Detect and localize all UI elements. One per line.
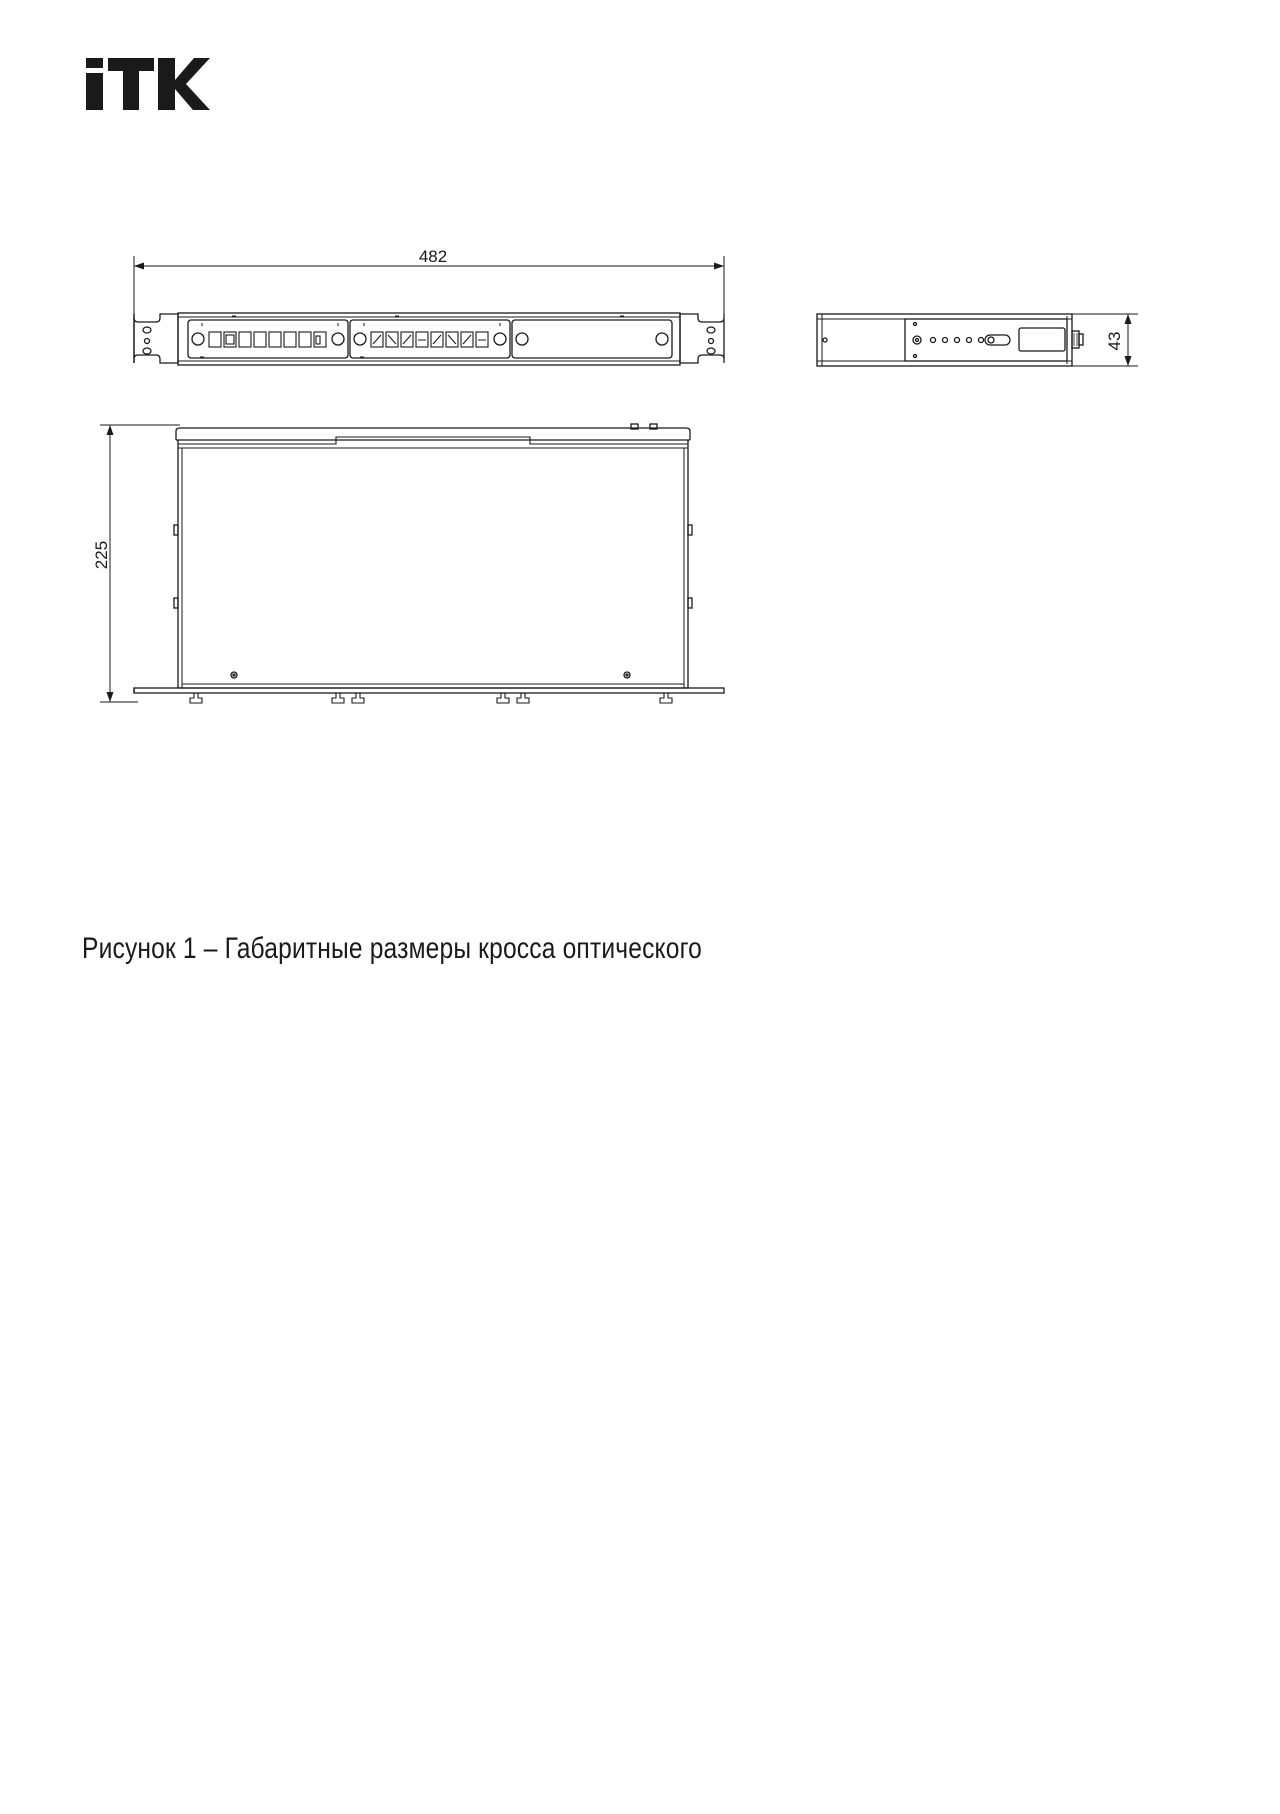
dimension-width-label: 482: [418, 247, 448, 266]
dimension-height-label: 43: [1105, 331, 1124, 351]
dimension-depth-label: 225: [92, 540, 111, 570]
figure-caption: Рисунок 1 – Габаритные размеры кросса оптического: [82, 932, 703, 965]
top-view: [92, 424, 724, 703]
side-view: [817, 314, 1138, 366]
technical-drawing: [0, 0, 1280, 760]
front-view: [134, 247, 724, 365]
